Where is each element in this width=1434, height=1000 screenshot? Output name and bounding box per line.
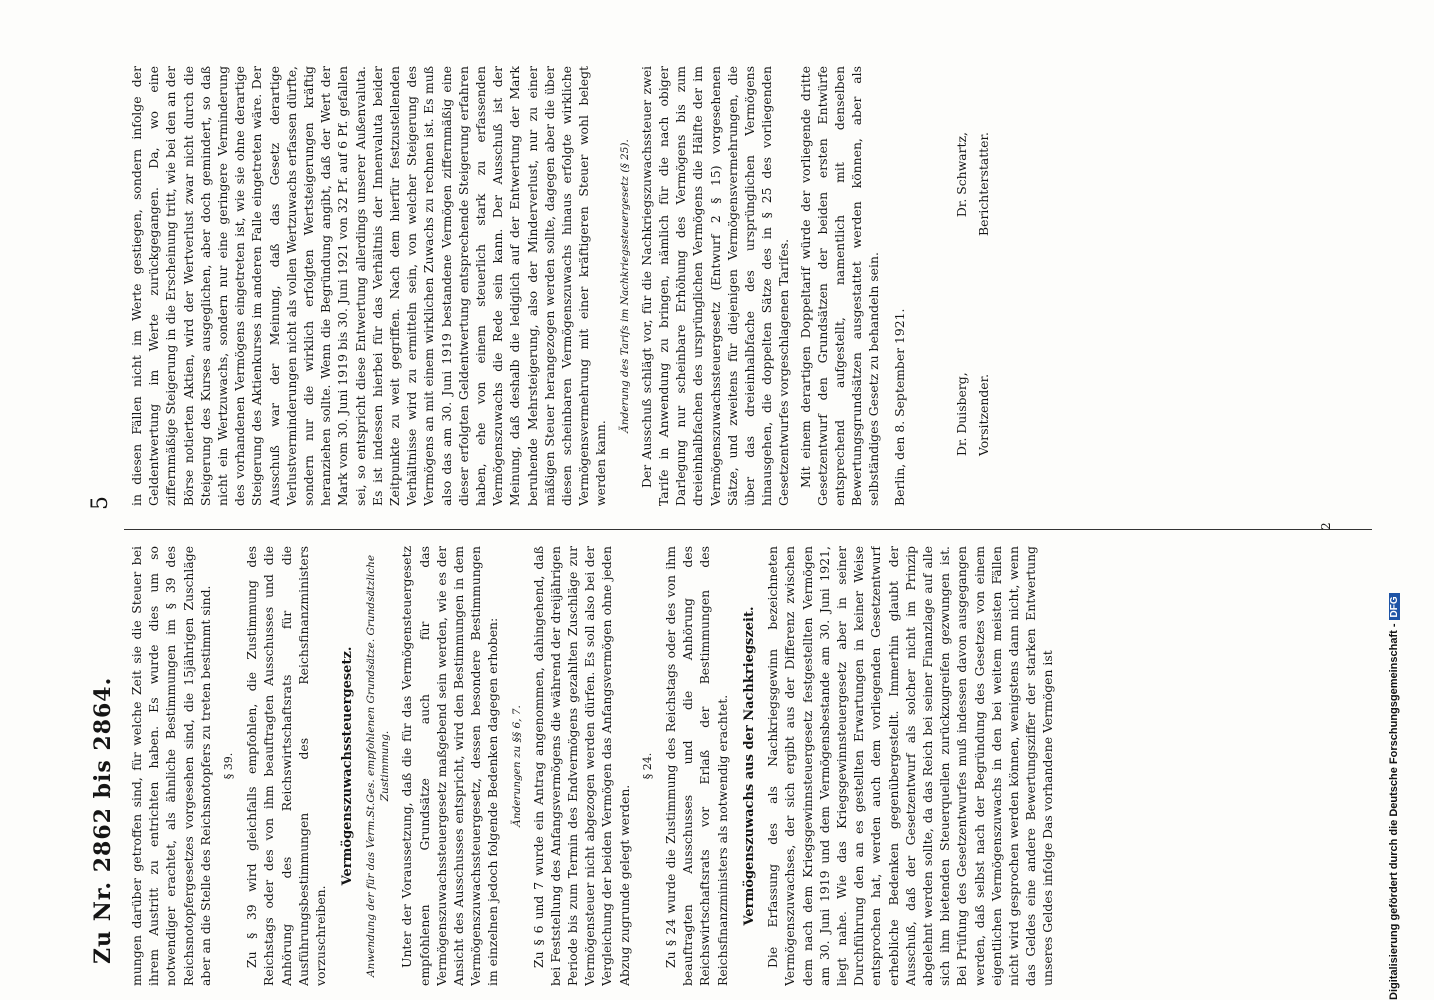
paragraph: Mit einem derartigen Doppeltarif würde der vorliegende dritte Gesetzentwurf den Grundsätzen der beiden ersten Entwürfe entsprechend aufgestellt, namentlich mit denselben Bewertungsgrundsätzen ausgestattet werden können, aber als selbständiges Gesetz zu behandeln sein.: [797, 66, 882, 506]
signature-rapporteur: [951, 132, 995, 236]
section-sign: § 24.: [640, 752, 654, 780]
paragraph: Die Erfassung des als Nachkriegsgewinn bezeichneten Vermögenszuwachses, der sich ergibt aus der Differenz zwischen dem nach dem Kriegsgewinnsteuergesetz festgestellten Vermögen am 30. Juni 1919 und dem Vermögensbestande am 30. Juni 1921, liegt nahe. Wie das Kriegsgewinnsteuergesetz aber in seiner Durchführung den an es gestellten Erwartungen in keiner Weise entsprochen hat, werden auch dem vorliegenden Gesetzentwurf erhebliche Bedenken gegenübergestellt. Immerhin glaubt der Ausschuß, daß der Gesetzentwurf als solcher nicht im Prinzip abgelehnt werden sollte, da das Reich bei seiner Finanzlage auf alle sich ihm bietenden Steuerquellen zurückzugreifen gezwungen ist. Bei Prüfung des Gesetzentwurfes muß indessen davon ausgegangen werden, daß selbst nach der Begründung des Gesetzes von einem eigentlichen Vermögenszuwachs in den bei weitem meisten Fällen nicht wird gesprochen werden können, wenigstens dann nicht, wenn das Geldes eine andere Bewertungsziffer der starken Entwertung unseres Geldes infolge Das vorhandene Vermögen ist: [765, 546, 1056, 986]
place-date: Berlin, den 8. September 1921.: [891, 308, 907, 506]
paragraph: Zu § 39 wird gleichfalls empfohlen, die Zustimmung des Reichstags oder des von ihm beauftragten Ausschusses und die Anhörung des Reichswirtschaftsrats für die Ausführungsbestimmungen des Reichsfinanzministers vorzuschreiben.: [244, 546, 329, 986]
page-title: Zu Nr. 2862 bis 2864.: [90, 676, 116, 964]
paragraph: in diesen Fällen nicht im Werte gestiegen, sondern infolge der Geldentwertung im Werte zurückgegangen. Da, wo eine ziffernmäßige Steigerung in die Erscheinung tritt, wie bei den an der Börse notierten Aktien, wird der Wertverlust zwar nicht durch die Steigerung des Kurses ausgeglichen, aber doch gemindert, so daß nicht ein Wertzuwachs, sondern nur eine geringere Verminderung des vorhandenen Vermögens eingetreten ist, wie sie ohne derartige Steigerung des Aktienkurses im anderen Falle eingetreten wäre. Der Ausschuß war der Meinung, daß das Gesetz derartige Verlustverminderungen nicht als vollen Wertzuwachs erfassen dürfte, sondern nur die wirklich erfolgten Wertsteigerungen kräftig heranziehen sollte. Wenn die Begründung angibt, daß der Wert der Mark vom 30. Juni 1919 bis 30. Juni 1921 von 32 Pf. auf 6 Pf. gefallen sei, so entspricht diese Entwertung allerdings unserer Außenvaluta. Es ist indessen hierbei für das Verhältnis der Innenvaluta beider Zeitpunkte zu weit gegriffen. Nach dem hierfür festzustellenden Verhältnisse wird zu ermitteln sein, von welcher Steigerung des Vermögens an mit einem wirklichen Zuwachs zu rechnen ist. Es muß also das am 30. Juni 1919 bestandene Vermögen ziffernmäßig eine dieser erfolgten Geldentwertung entsprechende Steigerung erfahren haben, ehe von einem steuerlich stark zu erfassenden Vermögenszuwachs die Rede sein kann. Der Ausschuß ist der Meinung, daß deshalb die lediglich auf der Entwertung der Mark beruhende Mehrsteigerung, also der Minderverlust, nur zu einer mäßigen Steuer herangezogen werden sollte, dagegen aber die über diesen scheinbaren Vermögenszuwachs hinaus erfolgte wirkliche Vermögensvermehrung mit einer kräftigeren Steuer wohl belegt werden kann.: [129, 66, 609, 506]
paragraph: mungen darüber getroffen sind, für welche Zeit sie die Steuer bei ihrem Austritt zu entrichten haben. Es wurde dies um so notwendiger erachtet, als ähnliche Bestimmungen im § 39 des Reichsnotopfergesetzes vorgesehen sind, die 15jährigen Zuschläge aber an die Stelle des Reichsnotopfers zu treten bestimmt sind.: [129, 546, 213, 986]
paragraph: Unter der Voraussetzung, daß die für das Vermögensteuergesetz empfohlenen Grundsätze auch für das Vermögenszuwachssteuergesetz maßgebend sein werden, wie es der Ansicht des Ausschusses entspricht, wird den Bestimmungen in dem Vermögenszuwachssteuergesetz, dessen besondere Bestimmungen im einzelnen jedoch folgende Bedenken dagegen erhoben:: [399, 546, 501, 986]
signature-chair: [951, 372, 995, 456]
column-divider: [124, 529, 1372, 530]
signatory-name: Dr. Duisberg,: [953, 372, 969, 456]
right-column: [128, 66, 1378, 506]
subsection-heading: Anwendung der für das Verm.St.Ges. empfohlenen Grundsätze. Grundsätzliche Zustimmung.: [365, 554, 392, 978]
paragraph: Zu § 6 und 7 wurde ein Antrag angenommen, dahingehend, daß bei Feststellung des Anfangsvermögens die während der dreijährigen Periode bis zum Termin des Endvermögens gezahlten Zuschläge zur Vermögensteuer nicht abgezogen werden dürfen. Es soll also bei der Vergleichung der beiden Vermögen das Anfangsvermögen ohne jeden Abzug zugrunde gelegt werden.: [530, 546, 632, 986]
subsection-heading: Änderungen zu §§ 6, 7.: [510, 705, 523, 827]
signatory-name: Dr. Schwartz,: [953, 132, 969, 218]
signatory-role: Vorsitzender.: [975, 373, 991, 456]
subsection-heading: Änderung des Tarifs im Nachkriegssteuergesetz (§ 25).: [618, 139, 631, 433]
section-heading: Vermögenszuwachs aus der Nachkriegszeit.: [741, 606, 757, 926]
signature-mark: 2: [1319, 522, 1333, 530]
paragraph: Der Ausschuß schlägt vor, für die Nachkriegszuwachssteuer zwei Tarife in Anwendung zu bringen, nämlich für die nach obiger Darlegung nur scheinbare Erhöhung des Vermögens bis zum dreieinhalbfachen des ursprünglichen Vermögens die Hälfte der im Vermögenszuwachssteuergesetz (Entwurf 2 § 15) vorgesehenen Sätze, und zweitens für diejenigen Vermögensvermehrungen, die über das dreieinhalbfache des ursprünglichen Vermögens hinausgehen, die doppelten Sätze des in § 25 des vorliegenden Gesetzentwurfes vorgeschlagenen Tarifes.: [638, 66, 792, 506]
digitization-notice: [1388, 593, 1400, 1000]
section-heading: Vermögenszuwachssteuergesetz.: [340, 646, 356, 886]
page-header: [86, 60, 126, 980]
document-page: [84, 40, 1384, 1000]
left-column: [128, 546, 1378, 986]
signatory-role: Berichterstatter.: [975, 132, 991, 236]
paragraph: Zu § 24 wurde die Zustimmung des Reichstags oder des von ihm beauftragten Ausschusses und die Anhörung des Reichswirtschaftsrats vor Erlaß der Bestimmungen des Reichsfinanzministers als notwendig erachtet.: [663, 546, 730, 986]
digitization-text: Digitalisierung gefördert durch die Deutsche Forschungsgemeinschaft -: [1388, 623, 1400, 1000]
signature-block: [891, 66, 1101, 506]
page-number: 5: [88, 496, 113, 510]
dfg-logo: DFG: [1389, 593, 1400, 620]
section-sign: § 39.: [222, 752, 236, 780]
